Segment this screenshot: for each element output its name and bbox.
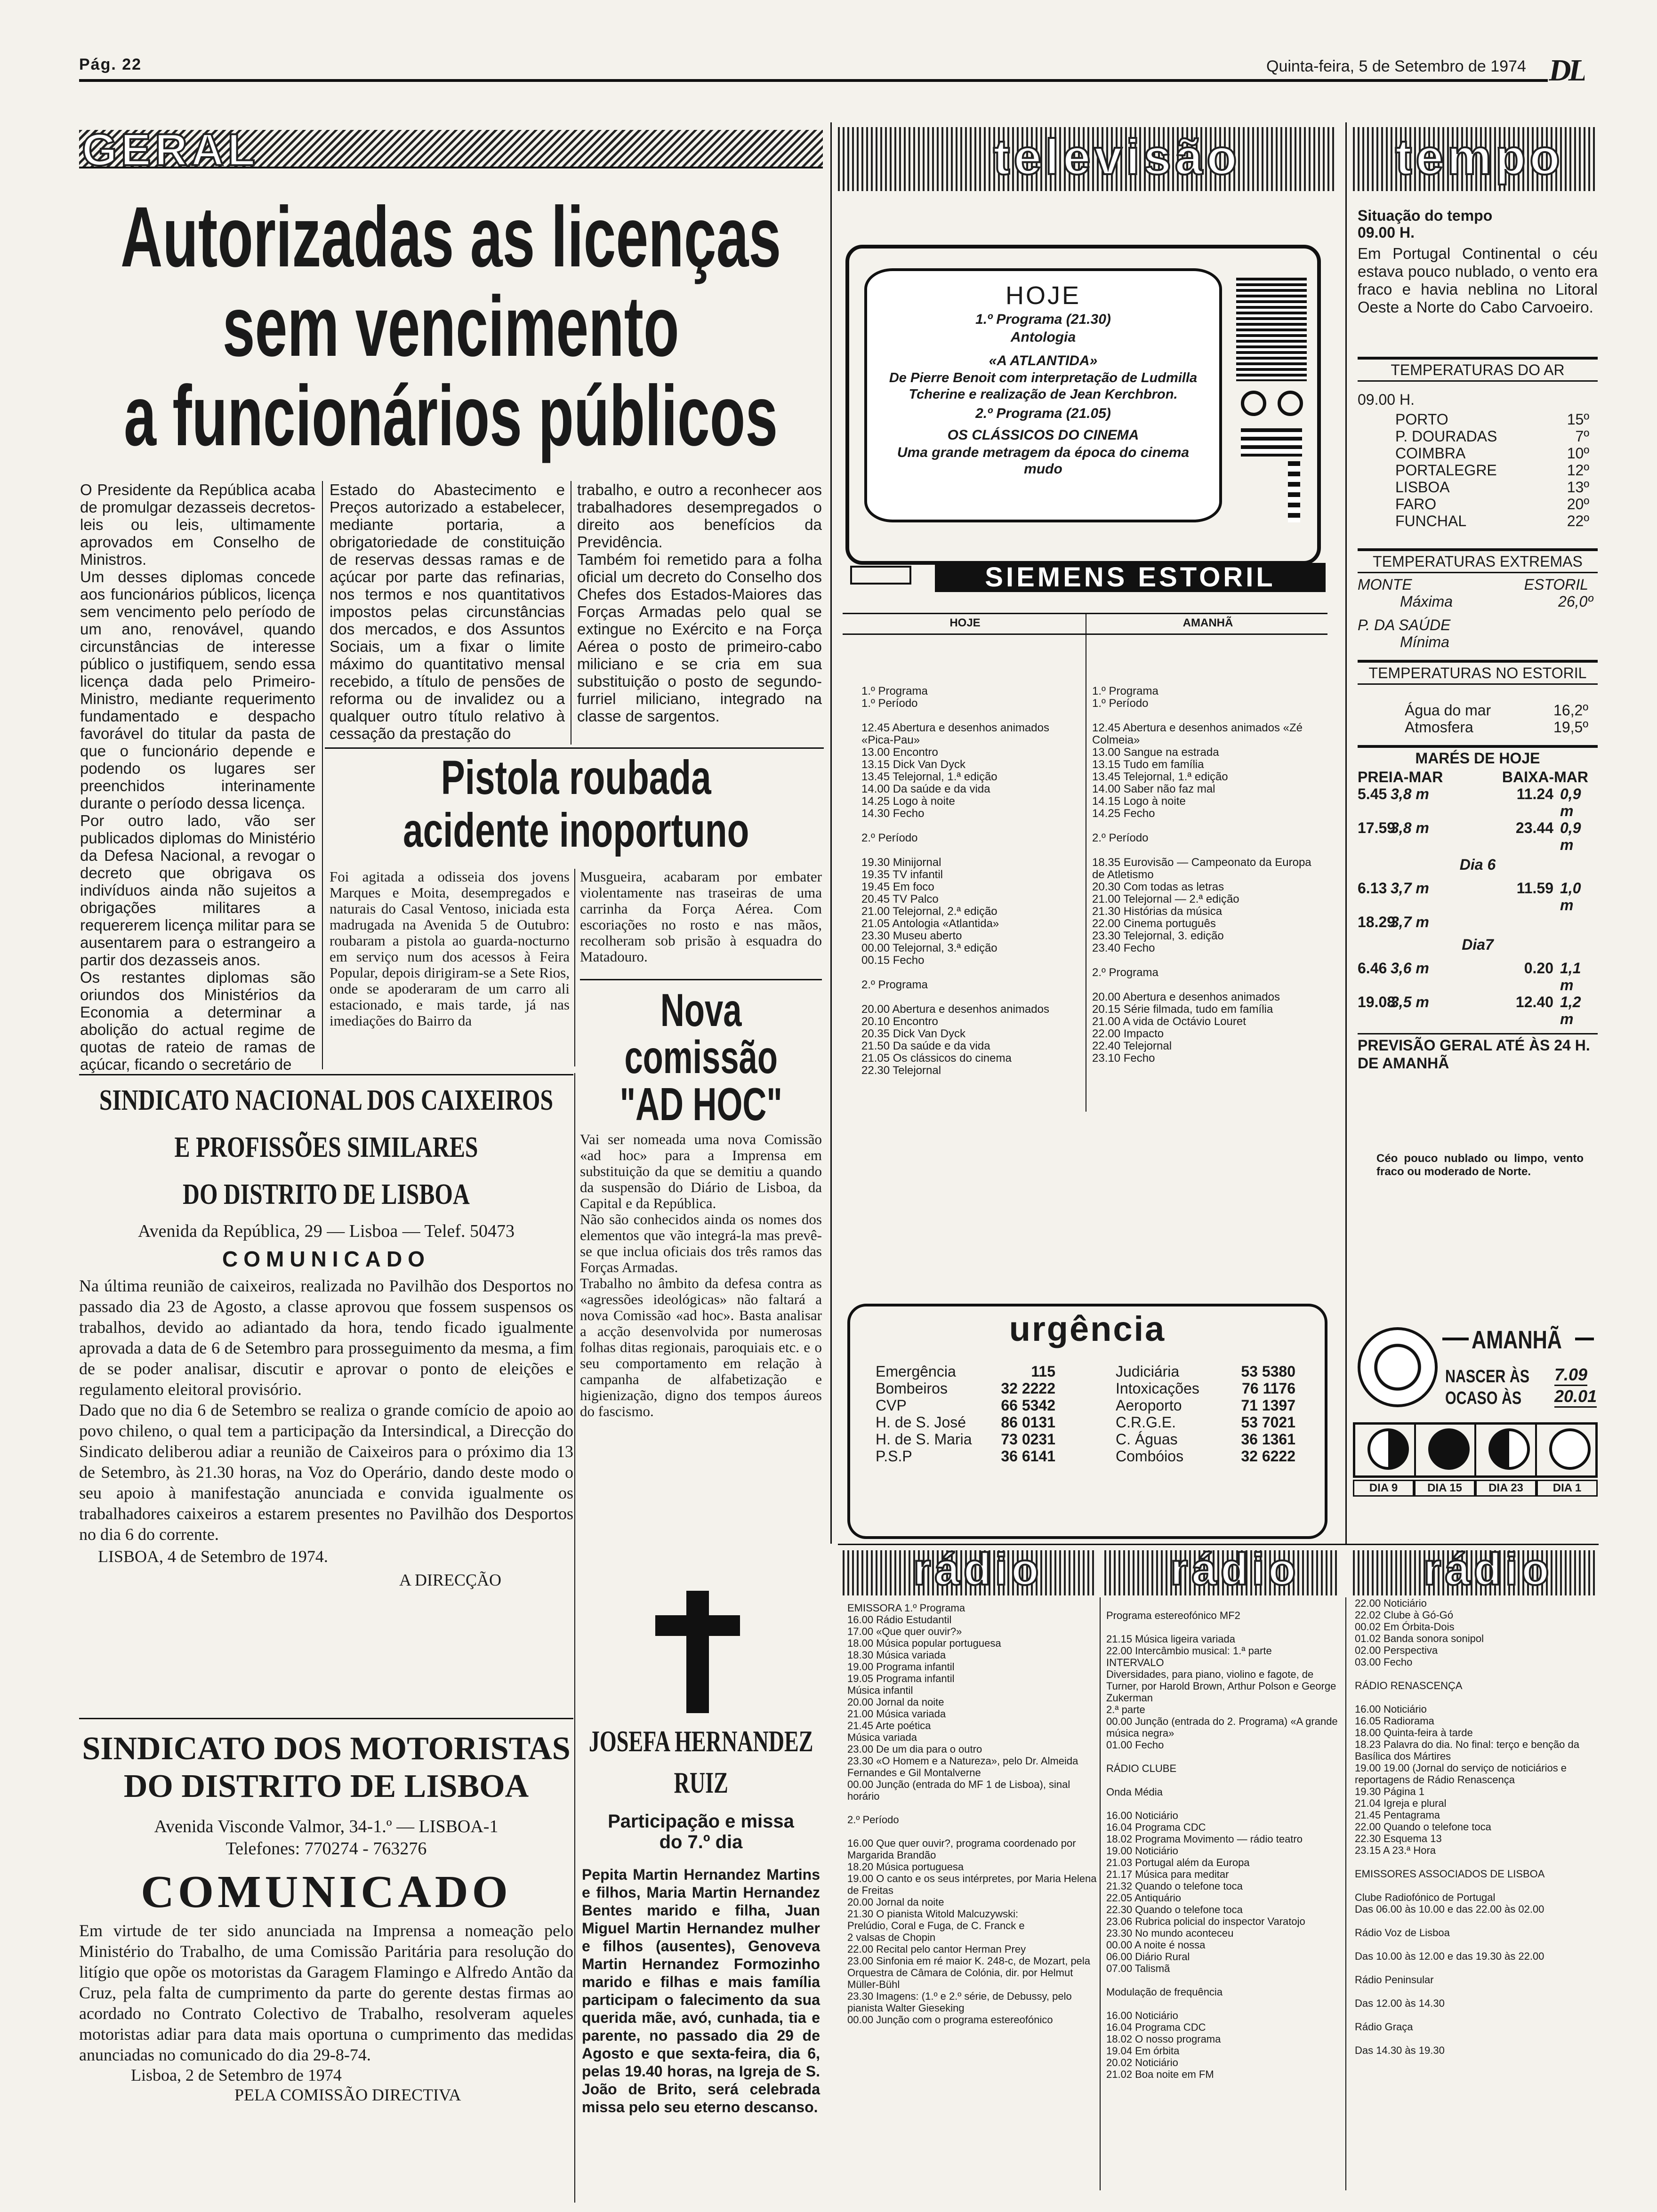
motoristas-sign: PELA COMISSÃO DIRECTIVA [234, 2085, 461, 2104]
section-rule [580, 979, 822, 980]
column-rule [1100, 1597, 1101, 2190]
section-rule [838, 1544, 1599, 1545]
section-banner-radio-1 [843, 1550, 1097, 1595]
situacao-time: 09.00 H. [1358, 224, 1415, 241]
motoristas-title-line: SINDICATO DOS MOTORISTAS [82, 1731, 571, 1767]
situacao-title: Situação do tempo [1358, 207, 1493, 224]
section-banner-label: GERAL [82, 130, 259, 167]
section-banner-tempo [1353, 127, 1598, 191]
obituary-notice [580, 1572, 822, 2203]
tide-value: 1,2 m [1560, 994, 1581, 1027]
headline-line: acidente inoportuno [403, 803, 749, 857]
tide-value: 11.59 [1516, 880, 1553, 897]
caixeiros-body: Na última reunião de caixeiros, realizada no Pavilhão dos Desportos no passado dia 23 de Agosto, a classe aprovou que fossem suspensos os trabalhos, devido ao adiantado da hora, tendo ficado igualmente aprovada a data de 6 de Setembro para prosseguimento da mesma, a fim de se poder analisar, discutir e aprovar o ponto de eleições e regulamento eleitoral provisório. Dado que no dia 6 de Setembro se realiza o grande comício de apoio ao povo chileno, o qual tem a participação da Intersindical, a Direcção do Sindicato deliberou adiar a reunião de Caixeiros para o próximo dia 13 de Setembro, às 21.30 horas, na Voz do Operário, dando deste modo o seu apoio à manifestação anunciada e convida igualmente os trabalhadores caixeiros a estarem presentes no Pavilhão dos Desportos no dia 6 do corrente. [79, 1276, 573, 1544]
header-rule [79, 79, 1548, 82]
temp-city: LISBOA [1395, 479, 1450, 496]
moon-day: DIA 1 [1536, 1480, 1598, 1497]
moon-full-icon [1355, 1425, 1416, 1475]
radio-col-2: Programa estereofónico MF2 21.15 Música ligeira variada 22.00 Intercâmbio musical: 1.ª parte INTERVALO Diversidades, para piano, violino e fagote, de Turner, por Harold Brown, Arthur Polson e George Zukerman 2.ª parte 00.00 Junção (entrada do 2. Programa) «A grande música negra» 01.00 Fecho RÁDIO CLUBE Onda Média 16.00 Noticiário 16.04 Programa CDC 18.02 Programa Movimento — rádio teatro 19.00 Noticiário 21.03 Portugal além da Europa 21.17 Música para meditar 21.32 Quando o telefone toca 22.05 Antiquário 22.30 Quando o telefone toca 23.06 Rubrica policial do inspector Varatojo 23.30 No mundo aconteceu 00.00 A noite é nossa 06.00 Diário Rural 07.00 Talismã Modulação de frequência 16.00 Noticiário 16.04 Programa CDC 18.02 O nosso programa 19.04 Em órbita 20.02 Noticiário 21.02 Boa noite em FM [1106, 1610, 1338, 2080]
urgencia-number: 71 1397 [1241, 1397, 1295, 1414]
tide-value: 3,8 m [1391, 819, 1429, 836]
caixeiros-label: COMUNICADO [222, 1247, 430, 1271]
tv-knob-icon [1278, 391, 1303, 416]
tide-value: 17.59 [1358, 819, 1396, 836]
tv-knob-icon [1241, 391, 1266, 416]
tv-speaker-grille [1236, 278, 1307, 381]
obituary-subtitle: Participação e missa [608, 1811, 794, 1832]
extremas-minima: Mínima [1400, 633, 1449, 650]
tide-value: 11.24 [1516, 785, 1553, 802]
tide-value: 6.13 [1358, 880, 1387, 897]
temp-value: 22º [1567, 513, 1589, 529]
mares-title: MARÉS DE HOJE [1358, 745, 1598, 769]
section-banner-label: rádio [913, 1550, 1043, 1595]
caixeiros-title-line: SINDICATO NACIONAL DOS CAIXEIROS [99, 1084, 554, 1116]
temp-ar-title: TEMPERATURAS DO AR [1358, 357, 1598, 382]
nascer-time: 7.09 [1554, 1365, 1587, 1386]
urgencia-number: 32 6222 [1241, 1448, 1295, 1465]
edition-date: Quinta-feira, 5 de Setembro de 1974 [1266, 57, 1526, 75]
tide-row [1358, 785, 1598, 819]
mares-dia7: Dia7 [1462, 936, 1494, 953]
tide-value: 3,7 m [1391, 880, 1429, 897]
temp-city: PORTO [1395, 411, 1448, 428]
urgencia-number: 53 5380 [1241, 1363, 1295, 1380]
section-banner-label: televisão [993, 129, 1241, 185]
tv-set-ad [845, 245, 1326, 593]
tempo-column [1358, 207, 1598, 1224]
tide-value [1461, 914, 1560, 930]
tide-row [1358, 880, 1598, 914]
urgencia-label: Combóios [1116, 1448, 1184, 1465]
tide-value: 3,5 m [1391, 994, 1429, 1010]
licencas-col-1: O Presidente da República acaba de promulgar dezasseis decretos-leis ou leis, ultimamente aprovados em Conselho de Ministros. Um desses diplomas concede aos funcionários públicos, licença sem vencimento pelo período de um ano, renovável, quando circunstâncias de interesse público o justifiquem, sendo essa licença dada pelo Primeiro-Ministro, mediante requerimento fundamentado e despacho favorável do titular da pasta de que o funcionário depende e podendo os lugares ser preenchidos interinamente durante o período dessa licença. Por outro lado, vão ser publicados diplomas do Ministério da Defesa Nacional, a revogar o decreto que obrigava os indivíduos ainda não sujeitos a obrigações militares a requererem licença militar para se ausentarem para o estrangeiro a partir dos dezasseis anos. Os restantes diplomas são oriundos dos Ministérios da Economia a determinar a abolição do actual regime de quotas de rateio de ramas de açúcar, ficando o secretário de [80, 481, 315, 1073]
temp-ar-time: 09.00 H. [1358, 391, 1415, 408]
page-number: Pág. 22 [79, 56, 142, 73]
pistola-col-2: Musgueira, acabaram por embater violentamente nas traseiras de uma carrinha da Força Aérea. Com escoriações no rosto e nas mãos, recolheram sob prisão à esquadra do Matadouro. [580, 869, 822, 965]
temp-row [1395, 462, 1598, 479]
caixeiros-address: Avenida da República, 29 — Lisboa — Telef. 50473 [137, 1221, 515, 1241]
tv-buttons [1241, 428, 1302, 457]
moon-day: DIA 23 [1475, 1480, 1536, 1497]
temp-row [1395, 479, 1598, 496]
headline-comissao [580, 986, 822, 1128]
caixeiros-title-line: E PROFISSÕES SIMILARES [174, 1131, 478, 1163]
temp-value: 12º [1567, 462, 1589, 479]
tv-col-amanha: AMANHÃ [1182, 617, 1233, 629]
headline-line: Nova [660, 986, 742, 1036]
urgencia-label: Emergência [876, 1363, 956, 1380]
urgencia-number: 73 0231 [1001, 1431, 1055, 1448]
tv-table-rule [843, 633, 1327, 635]
tv-col-hoje: HOJE [949, 617, 981, 629]
tide-value [1560, 914, 1598, 930]
urgencia-title: urgência [1009, 1309, 1166, 1348]
moon-day: DIA 15 [1414, 1480, 1475, 1497]
ocaso-time: 20.01 [1554, 1387, 1597, 1408]
tv-line: «A ATLANTIDA» [989, 353, 1098, 369]
motoristas-phones: Telefones: 770274 - 763276 [225, 1839, 427, 1859]
amanha-rule [1442, 1338, 1469, 1340]
headline-line: "AD HOC" [619, 1078, 782, 1128]
urgencia-row [874, 1414, 1057, 1431]
motoristas-address: Avenida Visconde Valmor, 34-1.º — LISBOA-1 [154, 1817, 499, 1836]
siemens-brand: SIEMENS ESTORIL [935, 563, 1326, 592]
urgencia-number: 86 0131 [1001, 1414, 1055, 1431]
urgencia-label: CVP [876, 1397, 907, 1414]
tide-value: 23.44 [1515, 819, 1553, 836]
extremas-estoril: ESTORIL [1524, 576, 1588, 593]
tide-row [1358, 819, 1598, 853]
urgencia-row [1114, 1414, 1297, 1431]
urgencia-row [874, 1448, 1057, 1465]
tv-line: HOJE [1005, 281, 1081, 310]
tv-line: De Pierre Benoit com interpretação de Ludmilla Tcherine e realização de Jean Kerchbron. [889, 370, 1198, 402]
tv-line: 2.º Programa (21.05) [975, 406, 1111, 421]
tide-row [1358, 914, 1598, 930]
tv-table-rule [843, 613, 1327, 614]
urgencia-right [1114, 1363, 1297, 1465]
moon-new-icon [1416, 1425, 1477, 1475]
extremas-maxima: Máxima [1400, 593, 1453, 610]
urgencia-label: P.S.P [876, 1448, 912, 1465]
licencas-col-3: trabalho, e outro a reconhecer aos trabalhadores desempregados o direito aos benefícios da Previdência. Também foi remetido para a folha oficial um decreto do Conselho dos Chefes dos Estados-Maiores das Forças Armadas pelo qual se extingue no Exército e na Força Aérea o posto de primeiro-cabo miliciano e se cria em sua substituição o posto de segundo-furriel miliciano, integrado na classe de sargentos. [577, 481, 822, 725]
column-rule [574, 869, 575, 1066]
moon-crescent-icon [1476, 1425, 1537, 1475]
urgencia-label: H. de S. José [876, 1414, 966, 1431]
headline-pistola [330, 751, 824, 864]
motoristas-title-line: DO DISTRITO DE LISBOA [123, 1768, 529, 1804]
cross-icon [655, 1591, 740, 1713]
newspaper-logo: DL [1549, 53, 1585, 88]
urgencia-row [1114, 1431, 1297, 1448]
atmosfera-value: 19,5º [1553, 719, 1588, 736]
headline-line: Pistola roubada [441, 751, 711, 804]
section-banner-televisao [838, 127, 1337, 191]
headline-line: a funcionários públicos [124, 368, 778, 464]
section-banner-label: rádio [1424, 1550, 1553, 1595]
section-rule [79, 1718, 573, 1719]
moon-days [1353, 1480, 1598, 1497]
comissao-body: Vai ser nomeada uma nova Comissão «ad hoc» para a Imprensa em substituição da que se demitiu a quando da suspensão do Diário de Lisboa, da Capital e da República. Não são conhecidos ainda os nomes dos elementos que vão integrá-la mas prevê-se que inclua oficiais dos três ramos das Forças Armadas. Trabalho no âmbito da defesa contra as «agressões ideológicas» não faltará a nova Comissão «ad hoc». Basta analisar a acção desenvolvida por numerosas folhas ditas regionais, paroquiais etc. e o seu comportamento em relação à campanha de alfabetização e higienização, digno dos tempos áureos do fascismo. [580, 1131, 822, 1419]
urgencia-number: 32 2222 [1001, 1380, 1055, 1397]
tide-value: 0,9 m [1560, 819, 1581, 853]
tv-schedule-amanha: 1.º Programa 1.º Período 12.45 Abertura e desenhos animados «Zé Colmeia» 13.00 Sangue na estrada 13.15 Tudo em família 13.45 Telejornal, 1.ª edição 14.00 Saber não faz mal 14.15 Logo à noite 14.25 Fecho 2.º Período 18.35 Eurovisão — Campeonato da Europa de Atletismo 20.30 Com todas as letras 21.00 Telejornal — 2.ª edição 21.30 Histórias da música 22.00 Cinema português 23.30 Telejornal, 3. edição 23.40 Fecho 2.º Programa 20.00 Abertura e desenhos animados 20.15 Série filmada, tudo em família 21.00 A vida de Octávio Louret 22.00 Impacto 22.40 Telejornal 23.10 Fecho [1092, 685, 1311, 1065]
temp-row [1395, 513, 1598, 529]
tide-value: 6.46 [1358, 960, 1387, 977]
baixa-mar-label: BAIXA-MAR [1502, 769, 1588, 785]
tide-value: 0.20 [1524, 960, 1553, 977]
tv-schedule-hoje: 1.º Programa 1.º Período 12.45 Abertura e desenhos animados «Pica-Pau» 13.00 Encontro 13.15 Dick Van Dyck 13.45 Telejornal, 1.ª edição 14.00 Da saúde e da vida 14.25 Logo à noite 14.30 Fecho 2.º Período 19.30 Minijornal 19.35 TV infantil 19.45 Em foco 20.45 TV Palco 21.00 Telejornal, 2.ª edição 21.05 Antologia «Atlantida» 23.30 Museu aberto 00.00 Telejornal, 3.ª edição 00.15 Fecho 2.º Programa 20.00 Abertura e desenhos animados 20.10 Encontro 20.35 Dick Van Dyck 21.50 Da saúde e da vida 21.05 Os clássicos do cinema 22.30 Telejornal [861, 685, 1049, 1077]
urgencia-left [874, 1363, 1057, 1465]
urgencia-row [1114, 1363, 1297, 1380]
urgencia-label: H. de S. Maria [876, 1431, 972, 1448]
urgencia-row [874, 1397, 1057, 1414]
column-rule [322, 481, 323, 1069]
urgencia-number: 76 1176 [1242, 1380, 1295, 1397]
radio-col-3: 22.00 Noticiário 22.02 Clube à Gó-Gó 00.02 Em Órbita-Dois 01.02 Banda sonora sonipol 02.00 Perspectiva 03.00 Fecho RÁDIO RENASCENÇA 16.00 Noticiário 16.05 Radiorama 18.00 Quinta-feira à tarde 18.23 Palavra do dia. No final: terço e benção da Basílica dos Mártires 19.00 19.00 (Jornal do serviço de noticiários e reportagens de Rádio Renascença 19.30 Página 1 21.04 Igreja e plural 21.45 Pentagrama 22.00 Quando o telefone toca 22.30 Esquema 13 23.15 A 23.ª Hora EMISSORES ASSOCIADOS DE LISBOA Clube Radiofónico de Portugal Das 06.00 às 10.00 e das 22.00 às 02.00 Rádio Voz de Lisboa Das 10.00 às 12.00 e das 19.30 às 22.00 Rádio Peninsular Das 12.00 às 14.30 Rádio Graça Das 14.30 às 19.30 [1355, 1597, 1579, 2056]
caixeiros-date: LISBOA, 4 de Setembro de 1974. [98, 1547, 328, 1566]
tv-stand [850, 566, 911, 585]
moon-day: DIA 9 [1353, 1480, 1414, 1497]
amanha-label: AMANHÃ [1472, 1326, 1562, 1354]
extremas-title: TEMPERATURAS EXTREMAS [1358, 548, 1598, 573]
tide-value: 3,8 m [1391, 785, 1429, 802]
headline-line: Autorizadas as licenças [121, 192, 781, 285]
preia-mar-label: PREIA-MAR [1358, 769, 1443, 785]
mares-dia6: Dia 6 [1459, 856, 1496, 873]
extremas-monte: MONTE [1358, 576, 1412, 593]
licencas-col-2: Estado do Abastecimento e Preços autorizado a estabelecer, mediante portaria, a obrigatoriedade de constituição de reservas dessas ramas e de açúcar por parte das refinarias, nos termos e nos quantitativos impostos pelas circunstâncias dos mercados, e dos Assuntos Sociais, um a fixar o limite máximo do quantitativo mensal recebido, a título de pensões de reforma ou de invalidez ou a qualquer outro título relativo à cessação da prestação do [330, 481, 565, 742]
obituary-name: JOSEFA HERNANDEZ [588, 1724, 813, 1758]
column-rule [1345, 1597, 1346, 2190]
tide-value: 3,6 m [1391, 960, 1429, 977]
tide-value: 1,0 m [1560, 880, 1581, 914]
estoril-title: TEMPERATURAS NO ESTORIL [1358, 660, 1598, 685]
temp-row [1395, 411, 1598, 428]
urgencia-row [1114, 1397, 1297, 1414]
temp-ar-list [1358, 411, 1598, 529]
atmosfera-label: Atmosfera [1405, 719, 1473, 736]
motoristas-notice [79, 1730, 573, 2182]
radio-col-1: EMISSORA 1.º Programa 16.00 Rádio Estudantil 17.00 «Que quer ouvir?» 18.00 Música popular portuguesa 18.30 Música variada 19.00 Programa infantil 19.05 Programa infantil Música infantil 20.00 Jornal da noite 21.00 Música variada 21.45 Arte poética Música variada 23.00 De um dia para o outro 23.30 «O Homem e a Natureza», pelo Dr. Almeida Fernandes e Gil Montalverne 00.00 Junção (entrada do MF 1 de Lisboa), sinal horário 2.º Período 16.00 Que quer ouvir?, programa coordenado por Margarida Brandão 18.20 Música portuguesa 19.00 O canto e os seus intérpretes, por Maria Helena de Freitas 20.00 Jornal da noite 21.30 O pianista Witold Malcuzywski: Prelúdio, Coral e Fuga, de C. Franck e 2 valsas de Chopin 22.00 Recital pelo cantor Herman Prey 23.00 Sinfonia em ré maior K. 248-c, de Mozart, pela Orquestra de Câmara de Colónia, dir. por Helmut Müller-Bühl 23.30 Imagens: (1.º e 2.º série, de Debussy, pelo pianista Walter Gieseking 00.00 Junção com o programa estereofónico [847, 1602, 1097, 2026]
moon-empty-icon [1537, 1425, 1596, 1475]
extremas-saude: P. DA SAÚDE [1358, 617, 1451, 633]
urgencia-row [874, 1431, 1057, 1448]
tide-value: 19.08 [1358, 994, 1396, 1010]
urgencia-number: 36 1361 [1241, 1431, 1295, 1448]
amanha-box [1353, 1318, 1598, 1525]
ocaso-label: OCASO ÀS [1445, 1388, 1522, 1408]
nascer-label: NASCER ÀS [1445, 1367, 1530, 1387]
caixeiros-sign: A DIRECÇÃO [399, 1571, 502, 1589]
temp-row [1395, 496, 1598, 513]
urgencia-label: C.R.G.E. [1116, 1414, 1176, 1431]
tide-value: 5.45 [1358, 785, 1387, 802]
motoristas-body: Em virtude de ter sido anunciada na Imprensa a nomeação pelo Ministério do Trabalho, de uma Comissão Paritária para resolução do litígio que opõe os motoristas da Garagem Flamingo e Alfredo Antão da Cruz, pela falta de cumprimento da parte do gerente destas firmas ao acordado no Contrato Colectivo de Trabalho, resolveram aqueles motoristas adiar para data mais oportuna o cumprimento das medidas anunciadas no comunicado do dia 29-8-74. [79, 1921, 573, 2064]
caixeiros-title-line: DO DISTRITO DE LISBOA [183, 1178, 470, 1210]
extremas-maxima-value: 26,0º [1558, 593, 1593, 610]
urgencia-label: Bombeiros [876, 1380, 948, 1397]
urgencia-number: 115 [1031, 1363, 1055, 1380]
urgencia-label: C. Águas [1116, 1431, 1178, 1448]
previsao-text: Céo pouco nublado ou limpo, vento fraco ou moderado de Norte. [1376, 1152, 1584, 1178]
previsao-title: PREVISÃO GERAL ATÉ ÀS 24 H. DE AMANHÃ [1358, 1033, 1598, 1072]
tv-antenna-icon [1269, 245, 1272, 248]
temp-row [1395, 428, 1598, 445]
obituary-subtitle: do 7.º dia [659, 1832, 743, 1852]
urgencia-label: Judiciária [1116, 1363, 1180, 1380]
pistola-col-1: Foi agitada a odisseia dos jovens Marques e Moita, desempregados e naturais do Casal Ventoso, iniciada esta madrugada na Avenida 5 de Outubro: roubaram a pistola ao guarda-nocturno em serviço num dos acessos à Feira Popular, depois dirigiram-se a Sete Rios, onde se apoderaram de um carro ali estacionado, e mais tarde, já nas imediações do Bairro da [330, 869, 570, 1029]
temp-value: 13º [1567, 479, 1589, 496]
temp-city: FARO [1395, 496, 1437, 513]
section-banner-radio-3 [1353, 1550, 1598, 1595]
motoristas-date: Lisboa, 2 de Setembro de 1974 [131, 2066, 342, 2084]
section-banner-geral [79, 130, 823, 167]
tv-line: Antologia [1010, 329, 1076, 345]
tide-row [1358, 994, 1598, 1027]
tide-value: 0,9 m [1560, 785, 1581, 819]
tide-row [1358, 960, 1598, 994]
section-rule [325, 747, 824, 749]
section-rule [79, 1074, 573, 1075]
tide-value: 12.40 [1515, 994, 1553, 1010]
urgencia-row [874, 1363, 1057, 1380]
urgencia-row [1114, 1380, 1297, 1397]
agua-mar-label: Água do mar [1405, 702, 1491, 719]
urgencia-row [1114, 1448, 1297, 1465]
obituary-name: RUIZ [674, 1766, 728, 1799]
caixeiros-notice [79, 1081, 573, 1707]
sun-icon [1358, 1327, 1438, 1407]
situacao-text: Em Portugal Continental o céu estava pouco nublado, o vento era fraco e havia neblina no Litoral Oeste a Norte do Cabo Carvoeiro. [1358, 245, 1598, 316]
headline-line: comissão [624, 1031, 778, 1083]
tv-screen [864, 268, 1222, 522]
banner-divider [79, 167, 823, 168]
tide-value: 1,1 m [1560, 960, 1581, 994]
temp-row [1395, 445, 1598, 462]
motoristas-label: COMUNICADO [141, 1867, 512, 1917]
amanha-rule [1575, 1338, 1594, 1340]
column-rule [830, 122, 832, 1544]
moon-phase-strip [1353, 1422, 1598, 1478]
headline-line: sem vencimento [222, 278, 679, 374]
temp-city: FUNCHAL [1395, 513, 1467, 529]
temp-value: 20º [1567, 496, 1589, 513]
headline-licencas [79, 192, 823, 470]
section-banner-radio-2 [1104, 1550, 1337, 1595]
temp-city: P. DOURADAS [1395, 428, 1497, 445]
temp-city: COIMBRA [1395, 445, 1466, 462]
agua-mar-value: 16,2º [1553, 702, 1588, 719]
temp-city: PORTALEGRE [1395, 462, 1497, 479]
temp-value: 15º [1567, 411, 1589, 428]
urgencia-number: 36 6141 [1001, 1448, 1055, 1465]
tide-value: 18.29 [1358, 914, 1396, 930]
tv-line: OS CLÁSSICOS DO CINEMA [947, 427, 1139, 443]
column-rule [574, 1073, 575, 2203]
urgencia-box [847, 1304, 1327, 1539]
obituary-body: Pepita Martin Hernandez Martins e filhos, Maria Martin Hernandez Bentes marido e filha, Juan Miguel Martin Hernandez mulher e filhos (ausentes), Genoveva Martin Hernandez Formozinho marido e filhas e mais família participam o falecimento da sua querida mãe, avó, cunhada, tia e parente, no passado dia 29 de Agosto e que sexta-feira, dia 6, pelas 19.40 horas, na Igreja de S. João de Brito, será celebrada missa pelo seu eterno descanso. [582, 1866, 820, 2116]
temp-value: 7º [1575, 428, 1589, 445]
tide-value: 3,7 m [1391, 914, 1429, 930]
urgencia-label: Intoxicações [1116, 1380, 1199, 1397]
tv-line: Uma grande metragem da época do cinema mudo [897, 445, 1190, 477]
urgencia-row [874, 1380, 1057, 1397]
urgencia-label: Aeroporto [1116, 1397, 1182, 1414]
section-banner-label: rádio [1170, 1550, 1300, 1595]
tv-line: 1.º Programa (21.30) [975, 312, 1111, 327]
column-rule [1345, 122, 1347, 1544]
temp-value: 10º [1567, 445, 1589, 462]
urgencia-number: 53 7021 [1241, 1414, 1295, 1431]
section-banner-label: tempo [1395, 129, 1564, 185]
tv-dial [1288, 461, 1300, 522]
urgencia-number: 66 5342 [1001, 1397, 1055, 1414]
